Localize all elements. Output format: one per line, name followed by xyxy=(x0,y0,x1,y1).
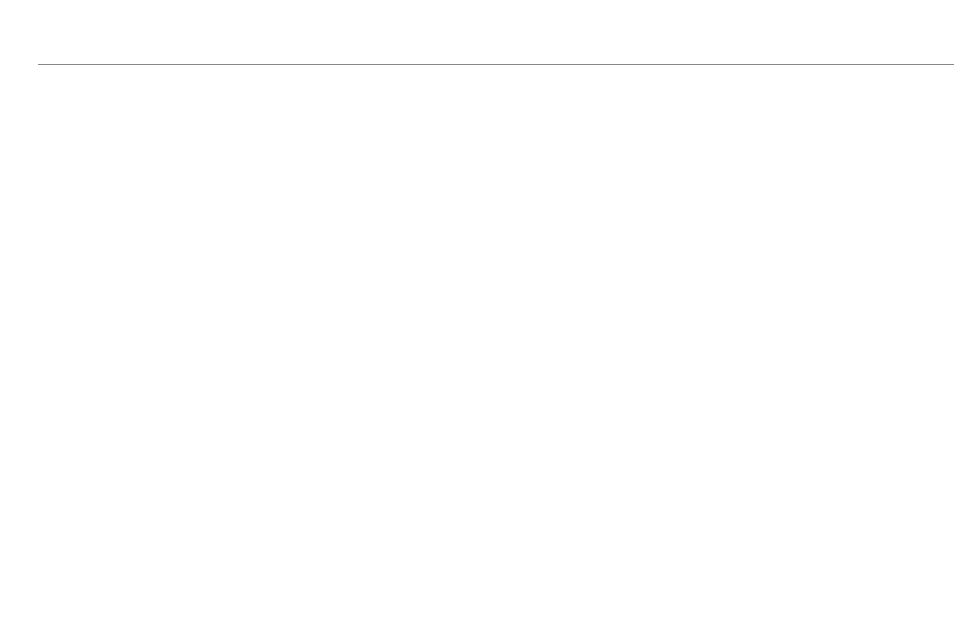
header-divider xyxy=(38,64,954,65)
